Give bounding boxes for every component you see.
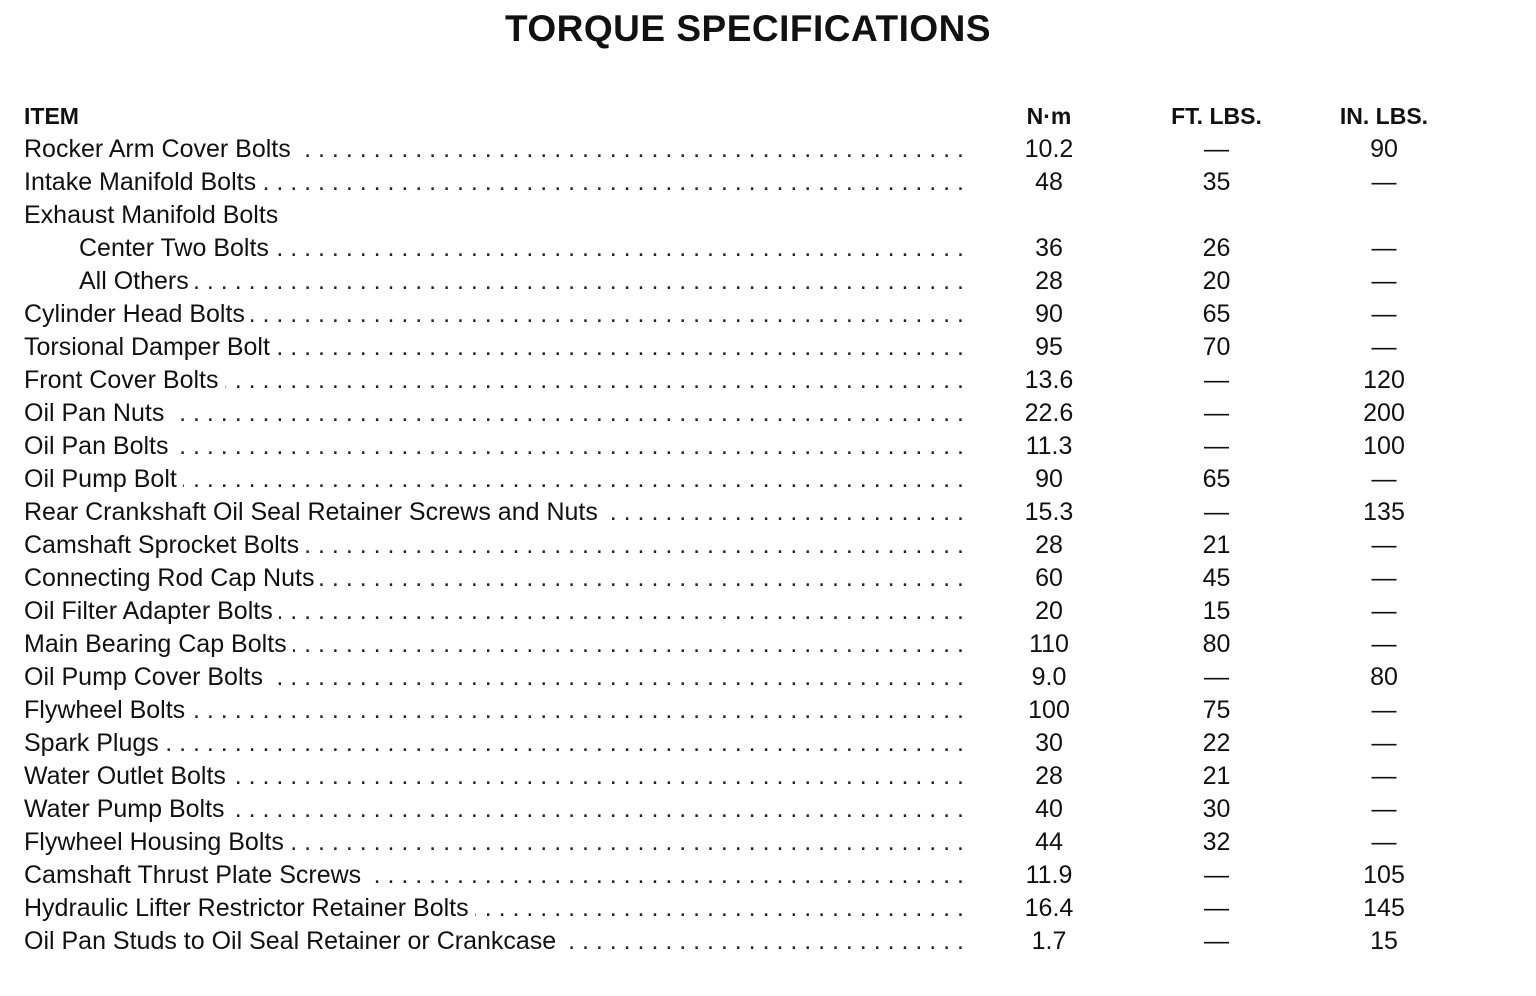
item-cell (24, 892, 964, 925)
table-row (24, 727, 1464, 760)
item-cell (24, 694, 964, 727)
item-label: Connecting Rod Cap Nuts (24, 564, 320, 592)
nm-value: 110 (1029, 630, 1069, 658)
item-label: Front Cover Bolts (24, 366, 225, 394)
item-label: All Others (79, 267, 195, 295)
item-label: Oil Pump Cover Bolts (24, 663, 269, 691)
table-row (24, 892, 1464, 925)
in-lbs-value: — (1371, 234, 1397, 262)
in-lbs-value: — (1371, 564, 1397, 592)
nm-value: 28 (1035, 267, 1063, 295)
table-row (24, 298, 1464, 331)
ft-lbs-value: 22 (1202, 729, 1231, 757)
table-row (24, 925, 1464, 958)
in-lbs-value: 90 (1370, 135, 1398, 163)
ft-lbs-value: 65 (1202, 300, 1231, 328)
ft-lbs-value: — (1204, 432, 1229, 460)
ft-lbs-value: — (1204, 663, 1229, 691)
item-cell (24, 133, 964, 166)
item-cell (24, 562, 964, 595)
item-cell (24, 397, 964, 430)
item-label: Rear Crankshaft Oil Seal Retainer Screws and Nuts (24, 498, 604, 526)
table-row (24, 331, 1464, 364)
item-label: Oil Pan Bolts (24, 432, 175, 460)
item-label: Flywheel Housing Bolts (24, 828, 290, 856)
ft-lbs-value: — (1204, 894, 1229, 922)
item-label: Main Bearing Cap Bolts (24, 630, 293, 658)
nm-value: 16.4 (1024, 894, 1074, 922)
in-lbs-value: — (1371, 300, 1397, 328)
nm-value: 15.3 (1024, 498, 1074, 526)
nm-value: 90 (1035, 465, 1063, 493)
in-lbs-value: — (1371, 630, 1397, 658)
table-row (24, 694, 1464, 727)
nm-value: 10.2 (1024, 135, 1074, 163)
ft-lbs-value: — (1204, 366, 1229, 394)
item-label: Center Two Bolts (79, 234, 275, 262)
item-cell (24, 331, 964, 364)
table-row (24, 826, 1464, 859)
in-lbs-value: 200 (1363, 399, 1405, 427)
ft-lbs-value: 35 (1202, 168, 1231, 196)
table-row (24, 232, 1464, 265)
table-row (24, 562, 1464, 595)
in-lbs-value: 145 (1363, 894, 1405, 922)
nm-value: 95 (1035, 333, 1063, 361)
table-row (24, 529, 1464, 562)
in-lbs-value: — (1371, 795, 1397, 823)
table-row (24, 496, 1464, 529)
nm-value: 9.0 (1031, 663, 1067, 691)
item-label: Oil Pump Bolt (24, 465, 183, 493)
header-in-lbs: IN. LBS. (1339, 103, 1429, 129)
item-cell (79, 265, 964, 298)
item-cell (24, 496, 964, 529)
item-cell (24, 364, 964, 397)
item-label: Flywheel Bolts (24, 696, 191, 724)
table-row (24, 199, 1464, 232)
table-row (24, 133, 1464, 166)
in-lbs-value: — (1371, 828, 1397, 856)
in-lbs-value: — (1371, 729, 1397, 757)
nm-value: 30 (1035, 729, 1063, 757)
item-cell (24, 859, 964, 892)
item-cell (24, 595, 964, 628)
item-cell (79, 232, 964, 265)
item-label: Cylinder Head Bolts (24, 300, 251, 328)
nm-value: 100 (1028, 696, 1070, 724)
nm-value: 60 (1035, 564, 1063, 592)
header-item: ITEM (24, 103, 79, 129)
table-row (24, 265, 1464, 298)
item-label: Spark Plugs (24, 729, 165, 757)
table-row (24, 430, 1464, 463)
page-title: TORQUE SPECIFICATIONS (504, 8, 992, 49)
ft-lbs-value: 45 (1202, 564, 1231, 592)
nm-value: 1.7 (1031, 927, 1067, 955)
ft-lbs-value: 20 (1202, 267, 1231, 295)
ft-lbs-value: — (1204, 498, 1229, 526)
nm-value: 28 (1035, 531, 1063, 559)
table-row (24, 463, 1464, 496)
in-lbs-value: — (1371, 597, 1397, 625)
header-ft-lbs: FT. LBS. (1171, 103, 1262, 129)
in-lbs-value: — (1371, 762, 1397, 790)
nm-value: 40 (1035, 795, 1063, 823)
nm-value: 13.6 (1024, 366, 1074, 394)
item-label: Rocker Arm Cover Bolts (24, 135, 297, 163)
table-row (24, 661, 1464, 694)
item-cell (24, 463, 964, 496)
ft-lbs-value: 75 (1202, 696, 1231, 724)
item-label: Hydraulic Lifter Restrictor Retainer Bolts (24, 894, 475, 922)
item-cell (24, 760, 964, 793)
table-row (24, 166, 1464, 199)
item-cell (24, 727, 964, 760)
item-label: Water Pump Bolts (24, 795, 231, 823)
nm-value: 20 (1035, 597, 1063, 625)
table-row (24, 628, 1464, 661)
ft-lbs-value: 21 (1202, 762, 1231, 790)
ft-lbs-value: 80 (1202, 630, 1231, 658)
item-label: Torsional Damper Bolt (24, 333, 276, 361)
ft-lbs-value: 21 (1202, 531, 1231, 559)
in-lbs-value: 80 (1370, 663, 1398, 691)
in-lbs-value: — (1371, 168, 1397, 196)
in-lbs-value: — (1371, 531, 1397, 559)
item-cell (24, 793, 964, 826)
table-row (24, 397, 1464, 430)
in-lbs-value: 15 (1370, 927, 1398, 955)
item-label: Intake Manifold Bolts (24, 168, 262, 196)
ft-lbs-value: 70 (1202, 333, 1231, 361)
nm-value: 11.3 (1025, 432, 1073, 460)
item-cell (24, 430, 964, 463)
header-nm: N·m (1026, 103, 1072, 129)
in-lbs-value: — (1371, 696, 1397, 724)
item-label: Camshaft Thrust Plate Screws (24, 861, 367, 889)
item-cell (24, 628, 964, 661)
table-row (24, 364, 1464, 397)
in-lbs-value: 120 (1363, 366, 1405, 394)
ft-lbs-value: — (1204, 399, 1229, 427)
nm-value: 44 (1035, 828, 1063, 856)
item-cell (24, 661, 964, 694)
item-label: Oil Pan Studs to Oil Seal Retainer or Crankcase (24, 927, 562, 955)
item-cell (24, 199, 964, 232)
item-cell (24, 166, 964, 199)
nm-value: 36 (1035, 234, 1063, 262)
nm-value: 90 (1035, 300, 1063, 328)
table-row (24, 859, 1464, 892)
table-row (24, 760, 1464, 793)
item-cell (24, 925, 964, 958)
ft-lbs-value: — (1204, 927, 1229, 955)
in-lbs-value: 105 (1363, 861, 1405, 889)
ft-lbs-value: — (1204, 861, 1229, 889)
item-label: Exhaust Manifold Bolts (24, 201, 284, 229)
nm-value: 22.6 (1024, 399, 1074, 427)
item-cell (24, 529, 964, 562)
item-label: Water Outlet Bolts (24, 762, 232, 790)
in-lbs-value: — (1371, 333, 1397, 361)
item-cell (24, 298, 964, 331)
in-lbs-value: 135 (1363, 498, 1405, 526)
ft-lbs-value: 65 (1202, 465, 1231, 493)
ft-lbs-value: 15 (1202, 597, 1231, 625)
ft-lbs-value: — (1204, 135, 1229, 163)
item-cell (24, 826, 964, 859)
table-body (24, 133, 1464, 958)
ft-lbs-value: 30 (1202, 795, 1231, 823)
nm-value: 48 (1035, 168, 1063, 196)
item-label: Oil Filter Adapter Bolts (24, 597, 279, 625)
nm-value: 11.9 (1025, 861, 1073, 889)
ft-lbs-value: 26 (1202, 234, 1231, 262)
item-label: Camshaft Sprocket Bolts (24, 531, 305, 559)
table-row (24, 793, 1464, 826)
table-row (24, 595, 1464, 628)
in-lbs-value: — (1371, 267, 1397, 295)
ft-lbs-value: 32 (1202, 828, 1231, 856)
in-lbs-value: 100 (1363, 432, 1405, 460)
table-header-row (24, 100, 1464, 133)
item-label: Oil Pan Nuts (24, 399, 170, 427)
in-lbs-value: — (1371, 465, 1397, 493)
torque-table (24, 100, 1464, 958)
nm-value: 28 (1035, 762, 1063, 790)
